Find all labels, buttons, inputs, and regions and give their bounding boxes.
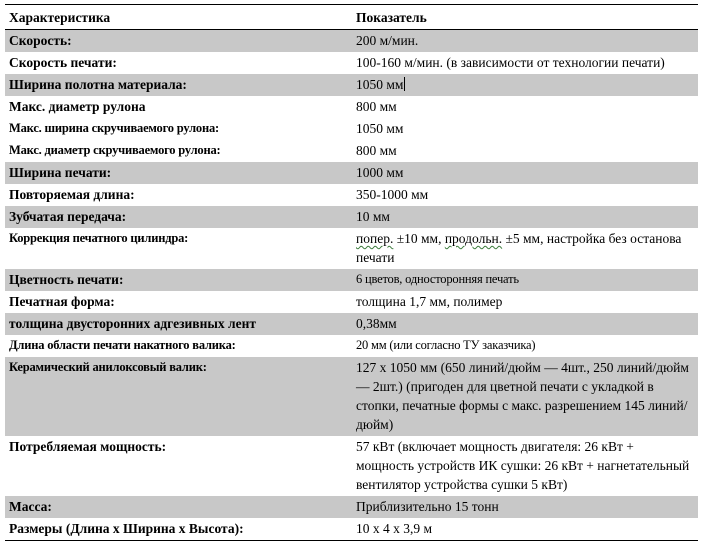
table-row xyxy=(5,228,698,269)
table-row xyxy=(5,52,698,74)
row-value: 127 х 1050 мм (650 линий/дюйм — 4шт., 250 линий/дюйм — 2шт.) (пригоден для цветной печати с укладкой в стопки, печатные формы с макс. разрешением 145 линий/дюйм) xyxy=(352,357,698,436)
row-value: 10 х 4 х 3,9 м xyxy=(352,518,698,541)
row-label: Макс. диаметр скручиваемого рулона: xyxy=(9,143,221,157)
table-row xyxy=(5,140,698,162)
row-label: Потребляемая мощность: xyxy=(9,439,167,454)
header-value: Показатель xyxy=(352,6,698,30)
row-value: 1050 мм xyxy=(356,121,404,136)
row-label: Длина области печати накатного валика: xyxy=(9,338,236,352)
row-value: 57 кВт (включает мощность двигателя: 26 кВт + мощность устройств ИК сушки: 26 кВт + нагнетательный вентилятор устройства сушки 5 кВт) xyxy=(356,439,690,492)
row-value[interactable] xyxy=(352,74,698,96)
table-row xyxy=(5,206,698,228)
table-row xyxy=(5,162,698,184)
row-label: Коррекция печатного цилиндра: xyxy=(9,231,189,245)
table-row xyxy=(5,96,698,118)
table-row xyxy=(5,30,698,53)
row-value: 20 мм (или согласно ТУ заказчика) xyxy=(356,338,536,352)
text-cursor xyxy=(404,77,405,91)
row-value: 800 мм xyxy=(356,99,397,114)
row-value: попер. ±10 мм, продольн. ±5 мм, настройка без останова печати xyxy=(356,231,682,265)
row-label: Печатная форма: xyxy=(9,294,115,309)
row-label: Цветность печати: xyxy=(5,269,352,291)
row-label: Макс. ширина скручиваемого рулона: xyxy=(9,121,219,135)
table-row xyxy=(5,118,698,140)
row-value: 10 мм xyxy=(352,206,698,228)
row-value: 6 цветов, односторонняя печать xyxy=(352,269,698,291)
row-value: толщина 1,7 мм, полимер xyxy=(356,294,503,309)
row-label: Макс. диаметр рулона xyxy=(9,99,146,114)
row-value: Приблизительно 15 тонн xyxy=(352,496,698,518)
row-label: толщина двусторонних адгезивных лент xyxy=(5,313,352,335)
row-label: Скорость: xyxy=(5,30,352,53)
row-label: Керамический анилоксовый валик: xyxy=(5,357,352,436)
row-value: 350-1000 мм xyxy=(356,187,429,202)
row-label: Размеры (Длина х Ширина х Высота): xyxy=(5,518,352,541)
row-value: 1000 мм xyxy=(352,162,698,184)
top-rule xyxy=(5,4,698,5)
row-value-text: 1050 мм xyxy=(356,77,404,92)
table-header-row xyxy=(5,6,698,30)
table-row xyxy=(5,269,698,291)
row-label: Ширина печати: xyxy=(5,162,352,184)
table-row xyxy=(5,335,698,357)
row-label: Скорость печати: xyxy=(9,55,117,70)
table-row xyxy=(5,496,698,518)
row-value: 100-160 м/мин. (в зависимости от технологии печати) xyxy=(356,55,665,70)
row-label: Повторяемая длина: xyxy=(9,187,135,202)
row-label: Ширина полотна материала: xyxy=(5,74,352,96)
header-characteristic: Характеристика xyxy=(5,6,352,30)
table-row xyxy=(5,291,698,313)
table-row xyxy=(5,74,698,96)
table-row xyxy=(5,357,698,436)
table-row xyxy=(5,518,698,541)
table-row xyxy=(5,184,698,206)
row-label: Зубчатая передача: xyxy=(5,206,352,228)
specification-table xyxy=(5,6,698,541)
table-row xyxy=(5,436,698,496)
table-row xyxy=(5,313,698,335)
row-value: 0,38мм xyxy=(352,313,698,335)
row-label: Масса: xyxy=(5,496,352,518)
row-value: 800 мм xyxy=(356,143,397,158)
row-value: 200 м/мин. xyxy=(352,30,698,53)
